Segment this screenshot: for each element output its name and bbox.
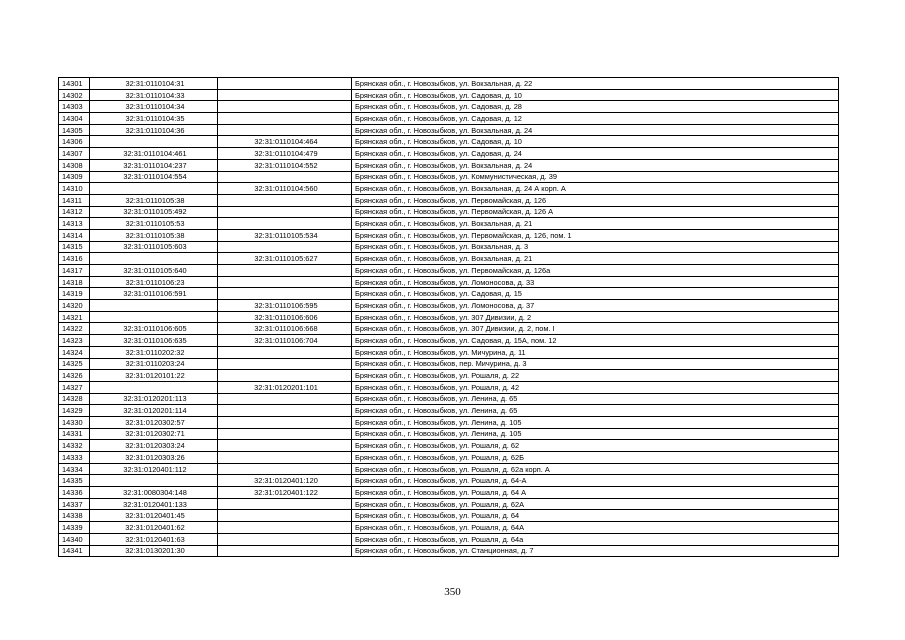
address-cell: Брянская обл., г. Новозыбков, ул. 307 Дивизии, д. 2, пом. I bbox=[352, 323, 839, 335]
building-cadastral-number-cell bbox=[218, 194, 352, 206]
building-cadastral-number-cell bbox=[218, 124, 352, 136]
row-number-cell: 14337 bbox=[59, 498, 90, 510]
table-row bbox=[59, 428, 839, 440]
address-cell: Брянская обл., г. Новозыбков, ул. Вокзальная, д. 21 bbox=[352, 253, 839, 265]
row-number-cell: 14305 bbox=[59, 124, 90, 136]
address-cell: Брянская обл., г. Новозыбков, ул. Мичурина, д. 11 bbox=[352, 346, 839, 358]
row-number-cell: 14328 bbox=[59, 393, 90, 405]
address-cell: Брянская обл., г. Новозыбков, ул. Вокзальная, д. 24 bbox=[352, 124, 839, 136]
building-cadastral-number-cell bbox=[218, 265, 352, 277]
building-cadastral-number-cell bbox=[218, 510, 352, 522]
address-cell: Брянская обл., г. Новозыбков, ул. Рошаля, д. 62А bbox=[352, 498, 839, 510]
row-number-cell: 14324 bbox=[59, 346, 90, 358]
address-cell: Брянская обл., г. Новозыбков, ул. 307 Дивизии, д. 2 bbox=[352, 311, 839, 323]
building-cadastral-number-cell bbox=[218, 416, 352, 428]
table-row bbox=[59, 159, 839, 171]
row-number-cell: 14319 bbox=[59, 288, 90, 300]
row-number-cell: 14308 bbox=[59, 159, 90, 171]
table-row bbox=[59, 218, 839, 230]
land-cadastral-number-cell: 32:31:0120303:26 bbox=[90, 452, 218, 464]
row-number-cell: 14303 bbox=[59, 101, 90, 113]
building-cadastral-number-cell: 32:31:0110106:595 bbox=[218, 300, 352, 312]
building-cadastral-number-cell: 32:31:0110105:627 bbox=[218, 253, 352, 265]
address-cell: Брянская обл., г. Новозыбков, ул. Рошаля, д. 64А bbox=[352, 522, 839, 534]
building-cadastral-number-cell bbox=[218, 78, 352, 90]
table-row bbox=[59, 381, 839, 393]
row-number-cell: 14332 bbox=[59, 440, 90, 452]
building-cadastral-number-cell bbox=[218, 171, 352, 183]
table-row bbox=[59, 416, 839, 428]
address-cell: Брянская обл., г. Новозыбков, ул. Ломоносова, д. 33 bbox=[352, 276, 839, 288]
address-cell: Брянская обл., г. Новозыбков, ул. Первомайская, д. 126, пом. 1 bbox=[352, 229, 839, 241]
land-cadastral-number-cell: 32:31:0110105:492 bbox=[90, 206, 218, 218]
table-row bbox=[59, 510, 839, 522]
land-cadastral-number-cell: 32:31:0120401:63 bbox=[90, 533, 218, 545]
page-number: 350 bbox=[444, 586, 461, 598]
land-cadastral-number-cell bbox=[90, 253, 218, 265]
land-cadastral-number-cell: 32:31:0120201:113 bbox=[90, 393, 218, 405]
row-number-cell: 14317 bbox=[59, 265, 90, 277]
table-row bbox=[59, 311, 839, 323]
address-cell: Брянская обл., г. Новозыбков, ул. Вокзальная, д. 24 А корп. А bbox=[352, 183, 839, 195]
address-cell: Брянская обл., г. Новозыбков, ул. Рошаля, д. 62 bbox=[352, 440, 839, 452]
address-cell: Брянская обл., г. Новозыбков, ул. Рошаля, д. 64а bbox=[352, 533, 839, 545]
row-number-cell: 14334 bbox=[59, 463, 90, 475]
land-cadastral-number-cell: 32:31:0110104:461 bbox=[90, 148, 218, 160]
land-cadastral-number-cell: 32:31:0110202:32 bbox=[90, 346, 218, 358]
building-cadastral-number-cell: 32:31:0110104:560 bbox=[218, 183, 352, 195]
building-cadastral-number-cell bbox=[218, 113, 352, 125]
address-cell: Брянская обл., г. Новозыбков, ул. Рошаля, д. 22 bbox=[352, 370, 839, 382]
row-number-cell: 14338 bbox=[59, 510, 90, 522]
table-body bbox=[59, 78, 839, 557]
land-cadastral-number-cell: 32:31:0110105:38 bbox=[90, 194, 218, 206]
address-cell: Брянская обл., г. Новозыбков, ул. Рошаля, д. 64-А bbox=[352, 475, 839, 487]
table-row bbox=[59, 136, 839, 148]
row-number-cell: 14336 bbox=[59, 487, 90, 499]
land-cadastral-number-cell: 32:31:0120302:71 bbox=[90, 428, 218, 440]
table-row bbox=[59, 253, 839, 265]
building-cadastral-number-cell bbox=[218, 545, 352, 557]
building-cadastral-number-cell: 32:31:0120401:120 bbox=[218, 475, 352, 487]
building-cadastral-number-cell: 32:31:0110105:534 bbox=[218, 229, 352, 241]
row-number-cell: 14316 bbox=[59, 253, 90, 265]
table-row bbox=[59, 171, 839, 183]
building-cadastral-number-cell bbox=[218, 440, 352, 452]
property-register-table bbox=[58, 77, 839, 557]
land-cadastral-number-cell: 32:31:0110106:23 bbox=[90, 276, 218, 288]
table-row bbox=[59, 452, 839, 464]
row-number-cell: 14329 bbox=[59, 405, 90, 417]
land-cadastral-number-cell bbox=[90, 136, 218, 148]
land-cadastral-number-cell: 32:31:0110104:237 bbox=[90, 159, 218, 171]
address-cell: Брянская обл., г. Новозыбков, ул. Вокзальная, д. 22 bbox=[352, 78, 839, 90]
table-row bbox=[59, 370, 839, 382]
address-cell: Брянская обл., г. Новозыбков, пер. Мичурина, д. 3 bbox=[352, 358, 839, 370]
table-row bbox=[59, 241, 839, 253]
row-number-cell: 14309 bbox=[59, 171, 90, 183]
address-cell: Брянская обл., г. Новозыбков, ул. Рошаля, д. 64 А bbox=[352, 487, 839, 499]
land-cadastral-number-cell bbox=[90, 311, 218, 323]
land-cadastral-number-cell: 32:31:0110104:35 bbox=[90, 113, 218, 125]
table-row bbox=[59, 393, 839, 405]
row-number-cell: 14331 bbox=[59, 428, 90, 440]
land-cadastral-number-cell: 32:31:0120401:133 bbox=[90, 498, 218, 510]
table-row bbox=[59, 440, 839, 452]
land-cadastral-number-cell: 32:31:0120401:112 bbox=[90, 463, 218, 475]
land-cadastral-number-cell: 32:31:0120302:57 bbox=[90, 416, 218, 428]
land-cadastral-number-cell: 32:31:0110105:603 bbox=[90, 241, 218, 253]
row-number-cell: 14310 bbox=[59, 183, 90, 195]
table-row bbox=[59, 124, 839, 136]
land-cadastral-number-cell: 32:31:0120201:114 bbox=[90, 405, 218, 417]
table-row bbox=[59, 194, 839, 206]
land-cadastral-number-cell: 32:31:0110104:31 bbox=[90, 78, 218, 90]
address-cell: Брянская обл., г. Новозыбков, ул. Ленина, д. 105 bbox=[352, 416, 839, 428]
address-cell: Брянская обл., г. Новозыбков, ул. Вокзальная, д. 21 bbox=[352, 218, 839, 230]
address-cell: Брянская обл., г. Новозыбков, ул. Садовая, д. 15 bbox=[352, 288, 839, 300]
table-row bbox=[59, 463, 839, 475]
building-cadastral-number-cell bbox=[218, 498, 352, 510]
land-cadastral-number-cell: 32:31:0110104:33 bbox=[90, 89, 218, 101]
row-number-cell: 14333 bbox=[59, 452, 90, 464]
row-number-cell: 14322 bbox=[59, 323, 90, 335]
table-row bbox=[59, 89, 839, 101]
table-row bbox=[59, 335, 839, 347]
building-cadastral-number-cell bbox=[218, 346, 352, 358]
table-row bbox=[59, 288, 839, 300]
address-cell: Брянская обл., г. Новозыбков, ул. Садовая, д. 28 bbox=[352, 101, 839, 113]
land-cadastral-number-cell: 32:31:0110106:605 bbox=[90, 323, 218, 335]
building-cadastral-number-cell: 32:31:0110104:552 bbox=[218, 159, 352, 171]
table-row bbox=[59, 405, 839, 417]
row-number-cell: 14320 bbox=[59, 300, 90, 312]
building-cadastral-number-cell: 32:31:0110104:479 bbox=[218, 148, 352, 160]
address-cell: Брянская обл., г. Новозыбков, ул. Первомайская, д. 126 А bbox=[352, 206, 839, 218]
table-row bbox=[59, 101, 839, 113]
address-cell: Брянская обл., г. Новозыбков, ул. Рошаля, д. 62Б bbox=[352, 452, 839, 464]
row-number-cell: 14301 bbox=[59, 78, 90, 90]
row-number-cell: 14321 bbox=[59, 311, 90, 323]
row-number-cell: 14312 bbox=[59, 206, 90, 218]
building-cadastral-number-cell bbox=[218, 522, 352, 534]
address-cell: Брянская обл., г. Новозыбков, ул. Коммунистическая, д. 39 bbox=[352, 171, 839, 183]
table-row bbox=[59, 545, 839, 557]
building-cadastral-number-cell bbox=[218, 533, 352, 545]
row-number-cell: 14326 bbox=[59, 370, 90, 382]
building-cadastral-number-cell bbox=[218, 241, 352, 253]
building-cadastral-number-cell: 32:31:0120401:122 bbox=[218, 487, 352, 499]
row-number-cell: 14314 bbox=[59, 229, 90, 241]
building-cadastral-number-cell bbox=[218, 101, 352, 113]
building-cadastral-number-cell bbox=[218, 276, 352, 288]
building-cadastral-number-cell bbox=[218, 218, 352, 230]
table-row bbox=[59, 206, 839, 218]
row-number-cell: 14311 bbox=[59, 194, 90, 206]
table-row bbox=[59, 498, 839, 510]
row-number-cell: 14318 bbox=[59, 276, 90, 288]
building-cadastral-number-cell bbox=[218, 358, 352, 370]
building-cadastral-number-cell: 32:31:0110106:704 bbox=[218, 335, 352, 347]
land-cadastral-number-cell: 32:31:0110105:38 bbox=[90, 229, 218, 241]
address-cell: Брянская обл., г. Новозыбков, ул. Садовая, д. 10 bbox=[352, 89, 839, 101]
building-cadastral-number-cell bbox=[218, 428, 352, 440]
land-cadastral-number-cell: 32:31:0110105:640 bbox=[90, 265, 218, 277]
land-cadastral-number-cell: 32:31:0080304:148 bbox=[90, 487, 218, 499]
row-number-cell: 14335 bbox=[59, 475, 90, 487]
building-cadastral-number-cell bbox=[218, 89, 352, 101]
address-cell: Брянская обл., г. Новозыбков, ул. Ленина, д. 105 bbox=[352, 428, 839, 440]
table-row bbox=[59, 276, 839, 288]
building-cadastral-number-cell: 32:31:0110106:606 bbox=[218, 311, 352, 323]
land-cadastral-number-cell: 32:31:0110104:36 bbox=[90, 124, 218, 136]
building-cadastral-number-cell bbox=[218, 463, 352, 475]
building-cadastral-number-cell: 32:31:0120201:101 bbox=[218, 381, 352, 393]
row-number-cell: 14330 bbox=[59, 416, 90, 428]
table-row bbox=[59, 323, 839, 335]
land-cadastral-number-cell: 32:31:0120401:45 bbox=[90, 510, 218, 522]
building-cadastral-number-cell bbox=[218, 452, 352, 464]
row-number-cell: 14304 bbox=[59, 113, 90, 125]
table-row bbox=[59, 265, 839, 277]
land-cadastral-number-cell: 32:31:0110105:53 bbox=[90, 218, 218, 230]
land-cadastral-number-cell bbox=[90, 381, 218, 393]
land-cadastral-number-cell bbox=[90, 300, 218, 312]
table-row bbox=[59, 300, 839, 312]
row-number-cell: 14340 bbox=[59, 533, 90, 545]
address-cell: Брянская обл., г. Новозыбков, ул. Рошаля, д. 62а корп. А bbox=[352, 463, 839, 475]
row-number-cell: 14315 bbox=[59, 241, 90, 253]
table-row bbox=[59, 533, 839, 545]
address-cell: Брянская обл., г. Новозыбков, ул. Садовая, д. 24 bbox=[352, 148, 839, 160]
address-cell: Брянская обл., г. Новозыбков, ул. Ленина, д. 65 bbox=[352, 393, 839, 405]
address-cell: Брянская обл., г. Новозыбков, ул. Первомайская, д. 126а bbox=[352, 265, 839, 277]
address-cell: Брянская обл., г. Новозыбков, ул. Садовая, д. 10 bbox=[352, 136, 839, 148]
table-row bbox=[59, 148, 839, 160]
address-cell: Брянская обл., г. Новозыбков, ул. Ломоносова, д. 37 bbox=[352, 300, 839, 312]
table-row bbox=[59, 358, 839, 370]
building-cadastral-number-cell: 32:31:0110104:464 bbox=[218, 136, 352, 148]
table-row bbox=[59, 183, 839, 195]
land-cadastral-number-cell bbox=[90, 183, 218, 195]
row-number-cell: 14307 bbox=[59, 148, 90, 160]
address-cell: Брянская обл., г. Новозыбков, ул. Рошаля, д. 64 bbox=[352, 510, 839, 522]
address-cell: Брянская обл., г. Новозыбков, ул. Первомайская, д. 126 bbox=[352, 194, 839, 206]
table-row bbox=[59, 346, 839, 358]
table-row bbox=[59, 229, 839, 241]
land-cadastral-number-cell: 32:31:0110203:24 bbox=[90, 358, 218, 370]
row-number-cell: 14302 bbox=[59, 89, 90, 101]
building-cadastral-number-cell bbox=[218, 288, 352, 300]
row-number-cell: 14327 bbox=[59, 381, 90, 393]
row-number-cell: 14339 bbox=[59, 522, 90, 534]
table-row bbox=[59, 487, 839, 499]
building-cadastral-number-cell bbox=[218, 370, 352, 382]
building-cadastral-number-cell bbox=[218, 206, 352, 218]
land-cadastral-number-cell: 32:31:0130201:30 bbox=[90, 545, 218, 557]
row-number-cell: 14341 bbox=[59, 545, 90, 557]
land-cadastral-number-cell bbox=[90, 475, 218, 487]
row-number-cell: 14313 bbox=[59, 218, 90, 230]
row-number-cell: 14306 bbox=[59, 136, 90, 148]
row-number-cell: 14323 bbox=[59, 335, 90, 347]
address-cell: Брянская обл., г. Новозыбков, ул. Садовая, д. 15А, пом. 12 bbox=[352, 335, 839, 347]
address-cell: Брянская обл., г. Новозыбков, ул. Садовая, д. 12 bbox=[352, 113, 839, 125]
land-cadastral-number-cell: 32:31:0110106:591 bbox=[90, 288, 218, 300]
table-row bbox=[59, 475, 839, 487]
land-cadastral-number-cell: 32:31:0110104:34 bbox=[90, 101, 218, 113]
row-number-cell: 14325 bbox=[59, 358, 90, 370]
building-cadastral-number-cell bbox=[218, 393, 352, 405]
land-cadastral-number-cell: 32:31:0120101:22 bbox=[90, 370, 218, 382]
building-cadastral-number-cell bbox=[218, 405, 352, 417]
land-cadastral-number-cell: 32:31:0120401:62 bbox=[90, 522, 218, 534]
address-cell: Брянская обл., г. Новозыбков, ул. Станционная, д. 7 bbox=[352, 545, 839, 557]
address-cell: Брянская обл., г. Новозыбков, ул. Вокзальная, д. 3 bbox=[352, 241, 839, 253]
table-row bbox=[59, 78, 839, 90]
address-cell: Брянская обл., г. Новозыбков, ул. Вокзальная, д. 24 bbox=[352, 159, 839, 171]
address-cell: Брянская обл., г. Новозыбков, ул. Ленина, д. 65 bbox=[352, 405, 839, 417]
table-row bbox=[59, 113, 839, 125]
building-cadastral-number-cell: 32:31:0110106:668 bbox=[218, 323, 352, 335]
land-cadastral-number-cell: 32:31:0110104:554 bbox=[90, 171, 218, 183]
land-cadastral-number-cell: 32:31:0110106:635 bbox=[90, 335, 218, 347]
land-cadastral-number-cell: 32:31:0120303:24 bbox=[90, 440, 218, 452]
table-row bbox=[59, 522, 839, 534]
address-cell: Брянская обл., г. Новозыбков, ул. Рошаля, д. 42 bbox=[352, 381, 839, 393]
